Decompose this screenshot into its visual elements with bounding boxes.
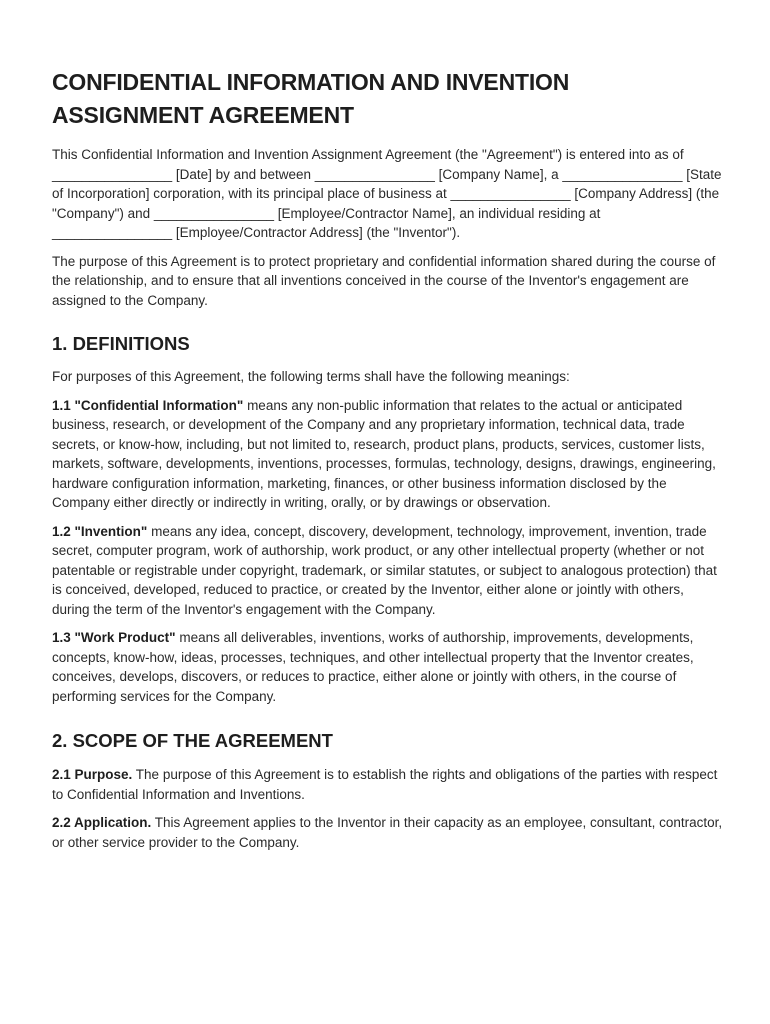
clause-term: 1.2 "Invention" <box>52 523 148 539</box>
definitions-lead: For purposes of this Agreement, the following terms shall have the following meanings: <box>52 369 570 384</box>
clause-term: 2.2 Application. <box>52 815 152 830</box>
document-page <box>52 66 724 852</box>
clause-1-1 <box>52 396 724 513</box>
intro-paragraph: This Confidential Information and Invention Assignment Agreement (the "Agreement") is entered into as of ________________ [Date] by and between ________________ [Company Name], a ________________ [State of Incorporation] corporation, with its principal place of business at ________________ [Company Address] (the "Company") and ________________ [Employee/Contractor Name], an individual residing at ________________ [Employee/Contractor Address] (the "Inventor"). <box>52 147 722 240</box>
section-heading-scope: 2. SCOPE OF THE AGREEMENT <box>52 730 333 751</box>
clause-2-1 <box>52 765 724 804</box>
clause-term: 1.3 "Work Product" <box>52 630 176 645</box>
clause-text: means any non-public information that relates to the actual or anticipated business, research, or development of the Company and any proprietary information, technical data, trade secrets, or know-how, including, but not limited to, research, product plans, products, services, customer lists, markets, software, developments, inventions, processes, formulas, technology, designs, drawings, engineering, hardware configuration information, marketing, finances, or other business information disclosed by the Company either directly or indirectly in writing, orally, or by drawings or observation. <box>52 397 716 510</box>
section-heading-definitions: 1. DEFINITIONS <box>52 333 190 354</box>
clause-term: 1.1 "Confidential Information" <box>52 397 244 413</box>
clause-term: 2.1 Purpose. <box>52 767 133 782</box>
clause-text: means all deliverables, inventions, works of authorship, improvements, developments, concepts, know-how, ideas, processes, techniques, and other intellectual property that the Inventor creates, conceives, develops, discovers, or reduces to practice, either alone or jointly with others, in the course of performing services for the Company. <box>52 630 694 704</box>
clause-2-2 <box>52 813 724 852</box>
purpose-paragraph: The purpose of this Agreement is to protect proprietary and confidential information shared during the course of the relationship, and to ensure that all inventions conceived in the course of the Inventor's engagement are assigned to the Company. <box>52 253 716 308</box>
clause-1-3 <box>52 628 724 706</box>
document-title: CONFIDENTIAL INFORMATION AND INVENTION ASSIGNMENT AGREEMENT <box>52 69 570 128</box>
clause-1-2 <box>52 522 724 620</box>
clause-text: means any idea, concept, discovery, development, technology, improvement, invention, trade secret, computer program, work of authorship, work product, or any other intellectual property (whether or not patentable or registrable under copyright, trademark, or similar statutes, or subject to analogous protection) that is conceived, developed, reduced to practice, or created by the Inventor, either alone or jointly with others, during the term of the Inventor's engagement with the Company. <box>52 523 717 617</box>
clause-text: The purpose of this Agreement is to establish the rights and obligations of the parties with respect to Confidential Information and Inventions. <box>52 767 718 802</box>
clause-text: This Agreement applies to the Inventor in their capacity as an employee, consultant, contractor, or other service provider to the Company. <box>52 815 723 850</box>
